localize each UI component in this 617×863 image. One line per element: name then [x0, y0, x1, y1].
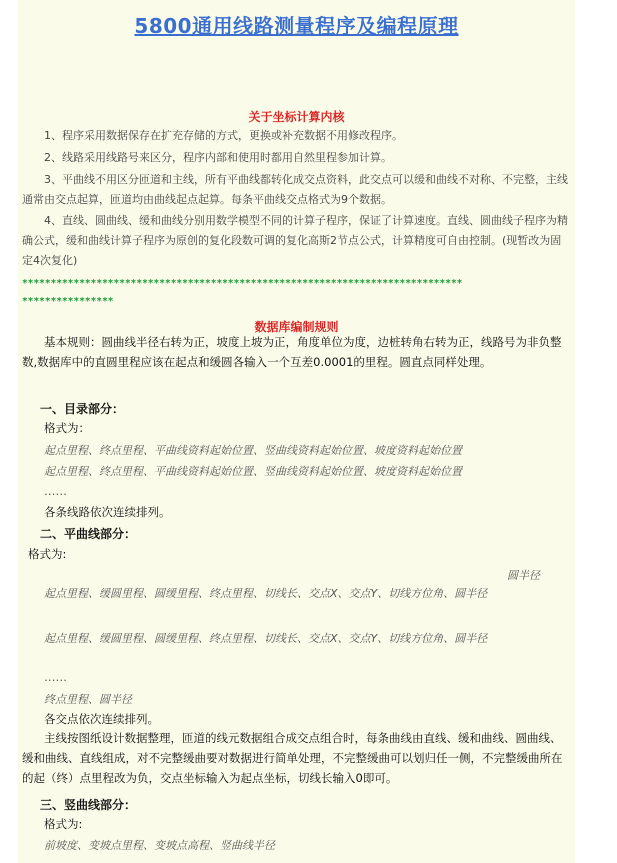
separator-stars: *****************************************************************************: [22, 278, 463, 289]
directory-note: 各条线路依次连续排列。: [44, 505, 171, 519]
paragraph-4: 4、直线、圆曲线、缓和曲线分别用数学模型不同的计算子程序，保证了计算速度。直线、圆曲线子程序为精确公式，缓和曲线计算子程序为原创的复化段数可调的复化高斯2节点公式，计算精度可自由控制。(现暂改为固定4次复化): [22, 214, 568, 267]
section-title-coordinate-kernel: 关于坐标计算内核: [248, 110, 345, 124]
vertical-curve-format-line: 前坡度、变坡点里程、变坡点高程、竖曲线半径: [44, 839, 275, 852]
horizontal-curve-end-line: 终点里程、圆半径: [44, 693, 132, 706]
radius-label: 圆半径: [507, 569, 540, 582]
separator-stars-2: ****************: [22, 296, 114, 307]
format-label: 格式为:: [44, 817, 83, 831]
document-page: [18, 0, 575, 863]
horizontal-curve-paragraph: 主线按图纸设计数据整理，匝道的线元数据组合成交点组合时，每条曲线由直线、缓和曲线、圆曲线、缓和曲线、直线组成，对不完整缓曲要对数据进行简单处理，不完整缓曲可以划归任一侧，不完整缓曲所在的起（终）点里程改为负，交点坐标输入为起点坐标，切线长输入0即可。: [22, 731, 563, 785]
horizontal-curve-format-line: 起点里程、缓圆里程、圆缓里程、终点里程、切线长、交点X、交点Y、切线方位角、圆半径: [44, 632, 488, 645]
format-label: 格式为:: [28, 547, 67, 561]
horizontal-curve-note: 各交点依次连续排列。: [44, 712, 159, 726]
heading-directory: 一、目录部分：: [40, 402, 125, 416]
paragraph-3: 3、平曲线不用区分匝道和主线，所有平曲线都转化成交点资料，此交点可以缓和曲线不对称、不完整，主线通常由交点起算，匝道均由曲线起点起算。每条平曲线交点格式为9个数据。: [22, 173, 568, 206]
directory-format-line: 起点里程、终点里程、平曲线资料起始位置、竖曲线资料起始位置、坡度资料起始位置: [44, 465, 462, 478]
ellipsis: ……: [44, 484, 67, 498]
section-title-database-rules: 数据库编制规则: [254, 320, 339, 334]
basic-rules-paragraph: 基本规则：圆曲线半径右转为正，坡度上坡为正，角度单位为度，边桩转角右转为正，线路号为非负整数,数据库中的直圆里程应该在起点和缓圆各输入一个互差0.0001的里程。圆直点同样处理。: [22, 335, 562, 369]
paragraph-2: 2、线路采用线路号来区分，程序内部和使用时都用自然里程参加计算。: [44, 151, 392, 164]
directory-format-line: 起点里程、终点里程、平曲线资料起始位置、竖曲线资料起始位置、坡度资料起始位置: [44, 444, 462, 457]
page-title: 5800通用线路测量程序及编程原理: [134, 14, 459, 38]
heading-horizontal-curve: 二、平曲线部分：: [40, 527, 137, 541]
horizontal-curve-format-line: 起点里程、缓圆里程、圆缓里程、终点里程、切线长、交点X、交点Y、切线方位角、圆半径: [44, 587, 488, 600]
paragraph-1: 1、程序采用数据保存在扩充存储的方式，更换或补充数据不用修改程序。: [44, 129, 403, 142]
format-label: 格式为：: [44, 421, 90, 435]
ellipsis: ……: [44, 670, 67, 684]
heading-vertical-curve: 三、竖曲线部分：: [40, 798, 137, 812]
